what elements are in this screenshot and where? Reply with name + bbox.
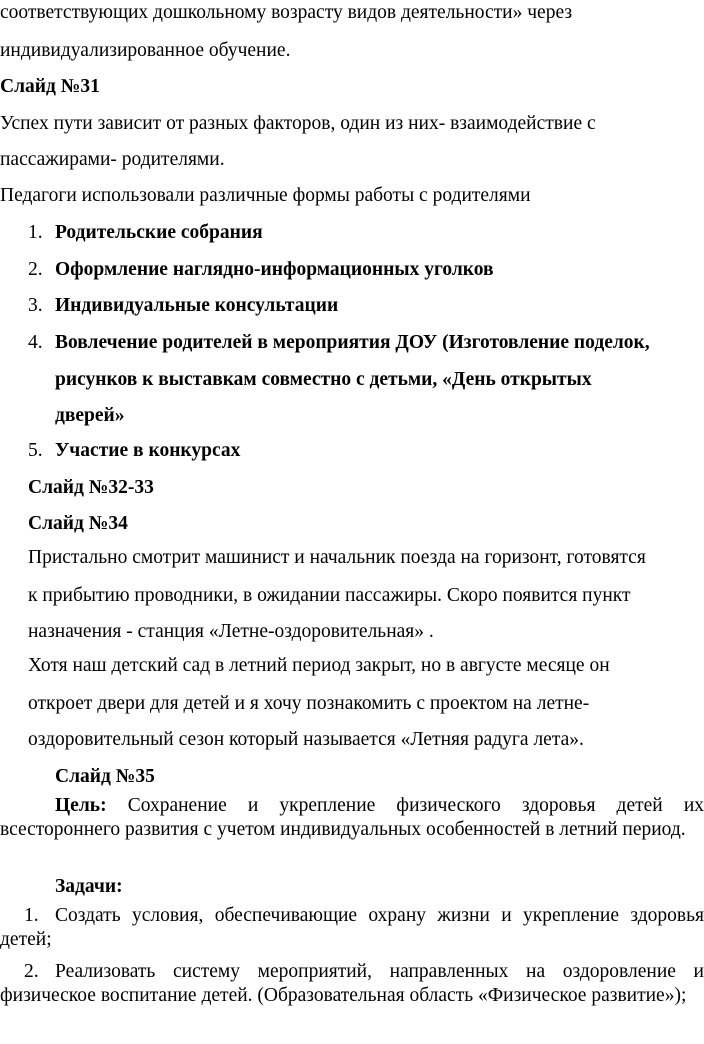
list-item-4-line-3: дверей»	[55, 405, 125, 426]
tasks-label: Задачи:	[55, 876, 123, 897]
task-2	[0, 960, 704, 1008]
list-item-4-line-2: рисунков к выставкам совместно с детьми, «День открытых	[55, 369, 592, 390]
list-item-2-text: Оформление наглядно-информационных уголков	[55, 259, 494, 280]
task-2-num: 2.	[24, 961, 39, 982]
slide34-line-1: Пристально смотрит машинист и начальник поезда на горизонт, готовятся	[28, 547, 646, 568]
task-1-text: Создать условия, обеспечивающие охрану жизни и укрепление здоровья детей;	[0, 905, 704, 950]
slide34-line-5: откроет двери для детей и я хочу познакомить с проектом на летне-	[28, 693, 590, 714]
slide34-line-2: к прибытию проводники, в ожидании пассажиры. Скоро появится пункт	[28, 585, 631, 606]
list-item-5-text: Участие в конкурсах	[55, 440, 241, 461]
task-2-text: Реализовать систему мероприятий, направленных на оздоровление и физическое воспитание детей. (Образовательная область «Физическое развитие»);	[0, 961, 704, 1006]
slide31-p2: Педагоги использовали различные формы работы с родителями	[0, 185, 531, 206]
list-item-5-num: 5.	[28, 440, 43, 461]
slide31-p1-line-2: пассажирами- родителями.	[0, 149, 225, 170]
list-item-4-num: 4.	[28, 332, 43, 353]
task-1	[0, 904, 704, 952]
slide35-goal	[0, 794, 704, 842]
slide35-heading: Слайд №35	[55, 766, 155, 787]
task-1-num: 1.	[24, 905, 39, 926]
slide34-line-6: оздоровительный сезон который называется «Летняя радуга лета».	[28, 729, 584, 750]
list-item-2-num: 2.	[28, 259, 43, 280]
slide31-p1-line-1: Успех пути зависит от разных факторов, один из них- взаимодействие с	[0, 113, 596, 134]
intro-line-2: индивидуализированное обучение.	[0, 40, 291, 61]
slide32-33-heading: Слайд №32-33	[28, 477, 154, 498]
list-item-3-text: Индивидуальные консультации	[55, 295, 339, 316]
list-item-3-num: 3.	[28, 295, 43, 316]
intro-line-1: соответствующих дошкольному возрасту видов деятельности» через	[0, 2, 573, 23]
list-item-1-text: Родительские собрания	[55, 222, 263, 243]
goal-label: Цель:	[55, 795, 107, 816]
list-item-1-num: 1.	[28, 222, 43, 243]
slide34-line-3: назначения - станция «Летне-оздоровительная» .	[28, 621, 434, 642]
slide34-line-4: Хотя наш детский сад в летний период закрыт, но в августе месяце он	[28, 655, 610, 676]
goal-text: Сохранение и укрепление физического здоровья детей их всестороннего развития с учетом индивидуальных особенностей в летний период.	[0, 795, 704, 840]
list-item-4-line-1: Вовлечение родителей в мероприятия ДОУ (Изготовление поделок,	[55, 332, 650, 353]
slide34-heading: Слайд №34	[28, 513, 128, 534]
slide31-heading: Слайд №31	[0, 76, 100, 97]
